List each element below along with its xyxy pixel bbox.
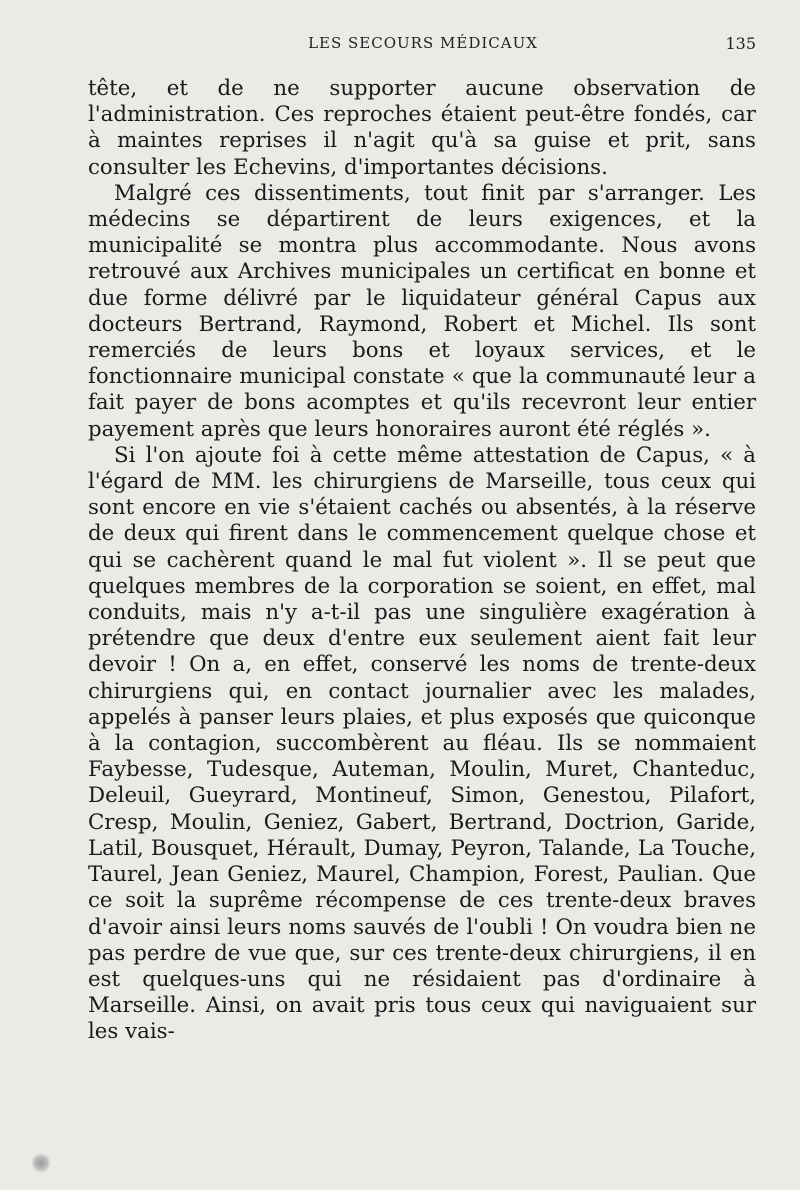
page-number: 135 xyxy=(725,34,756,53)
paragraph-1: tête, et de ne supporter aucune observation de l'administration. Ces reproches étaient peut-être fondés, car à maintes reprises il n'agit qu'à sa guise et prit, sans consulter les Echevins, d'importantes décisions. xyxy=(88,76,756,180)
paragraph-2: Malgré ces dissentiments, tout finit par s'arranger. Les médecins se départirent de leurs exigences, et la municipalité se montra plus accommodante. Nous avons retrouvé aux Archives municipales un certificat en bonne et due forme délivré par le liquidateur général Capus aux docteurs Bertrand, Raymond, Robert et Michel. Ils sont remerciés de leurs bons et loyaux services, et le fonctionnaire municipal constate « que la communauté leur a fait payer de bons acomptes et qu'ils recevront leur entier payement après que leurs honoraires auront été réglés ». xyxy=(88,180,756,442)
running-head: LES SECOURS MÉDICAUX xyxy=(308,34,538,52)
page-header xyxy=(90,30,756,58)
body-text xyxy=(88,76,756,1046)
paper-stain xyxy=(32,1152,50,1174)
paragraph-3: Si l'on ajoute foi à cette même attestation de Capus, « à l'égard de MM. les chirurgiens de Marseille, tous ceux qui sont encore en vie s'étaient cachés ou absentés, à la réserve de deux qui firent dans le commencement quelque chose et qui se cachèrent quand le mal fut violent ». Il se peut que quelques membres de la corporation se soient, en effet, mal conduits, mais n'y a-t-il pas une singulière exagération à prétendre que deux d'entre eux seulement aient fait leur devoir ! On a, en effet, conservé les noms de trente-deux chirurgiens qui, en contact journalier avec les malades, appelés à panser leurs plaies, et plus exposés que quiconque à la contagion, succombèrent au fléau. Ils se nommaient Faybesse, Tudesque, Auteman, Moulin, Muret, Chanteduc, Deleuil, Gueyrard, Montineuf, Simon, Genestou, Pilafort, Cresp, Moulin, Geniez, Gabert, Bertrand, Doctrion, Garide, Latil, Bousquet, Hérault, Dumay, Peyron, Talande, La Touche, Taurel, Jean Geniez, Maurel, Champion, Forest, Paulian. Que ce soit la suprême récompense de ces trente-deux braves d'avoir ainsi leurs noms sauvés de l'oubli ! On voudra bien ne pas perdre de vue que, sur ces trente-deux chirurgiens, il en est quelques-uns qui ne résidaient pas d'ordinaire à Marseille. Ainsi, on avait pris tous ceux qui naviguaient sur les vais- xyxy=(88,442,756,1045)
